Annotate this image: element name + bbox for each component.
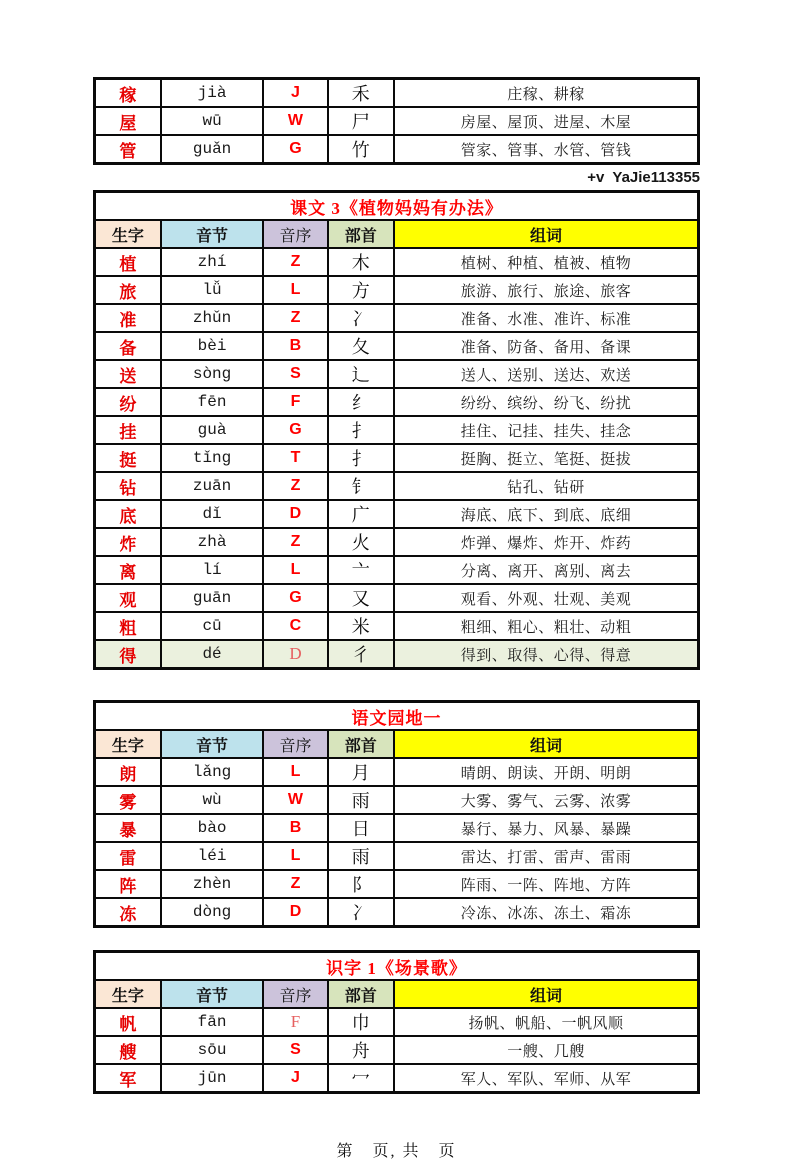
table-title: 语文园地一 [95, 702, 699, 731]
radical: 禾 [328, 79, 394, 108]
vocab-char: 挺 [95, 444, 161, 472]
word-list: 分离、离开、离别、离去 [394, 556, 699, 584]
vocab-char: 阵 [95, 870, 161, 898]
word-list: 观看、外观、壮观、美观 [394, 584, 699, 612]
radical: 扌 [328, 444, 394, 472]
table-title: 课文 3《植物妈妈有办法》 [95, 192, 699, 221]
table-title-row [95, 702, 699, 731]
word-list: 旅游、旅行、旅途、旅客 [394, 276, 699, 304]
pinyin: bèi [161, 332, 263, 360]
table-row [95, 304, 699, 332]
word-list: 雷达、打雷、雷声、雷雨 [394, 842, 699, 870]
pinyin: guà [161, 416, 263, 444]
table-row [95, 388, 699, 416]
radical: 冫 [328, 304, 394, 332]
column-header-bushou: 部首 [328, 980, 394, 1008]
table-row [95, 332, 699, 360]
vocab-char: 植 [95, 248, 161, 276]
pinyin: wù [161, 786, 264, 814]
initial-letter: Z [263, 472, 327, 500]
table-row [95, 416, 699, 444]
radical: 日 [328, 814, 394, 842]
vocab-char: 挂 [95, 416, 161, 444]
table-row [95, 898, 699, 927]
pinyin: dé [161, 640, 263, 669]
word-list: 暴行、暴力、风暴、暴躁 [394, 814, 699, 842]
radical: 舟 [328, 1036, 394, 1064]
column-header-shengzi: 生字 [95, 220, 161, 248]
word-list: 管家、管事、水管、管钱 [394, 135, 699, 164]
radical: 又 [328, 584, 394, 612]
vocab-char: 艘 [95, 1036, 161, 1064]
word-list: 纷纷、缤纷、纷飞、纷扰 [394, 388, 699, 416]
vocab-char: 准 [95, 304, 161, 332]
word-list: 挂住、记挂、挂失、挂念 [394, 416, 699, 444]
initial-letter: S [263, 1036, 327, 1064]
vocab-char: 暴 [95, 814, 161, 842]
table-row [95, 107, 699, 135]
word-list: 粗细、粗心、粗壮、动粗 [394, 612, 699, 640]
initial-letter: S [263, 360, 327, 388]
vocab-char: 军 [95, 1064, 161, 1093]
vocab-char: 备 [95, 332, 161, 360]
word-list: 植树、种植、植被、植物 [394, 248, 699, 276]
initial-letter: F [263, 1008, 327, 1036]
table-row [95, 870, 699, 898]
radical: 冖 [328, 1064, 394, 1093]
radical: 尸 [328, 107, 394, 135]
table-row [95, 842, 699, 870]
vocab-table-lesson3 [93, 190, 700, 670]
table-title: 识字 1《场景歌》 [95, 952, 699, 981]
vocab-char: 雷 [95, 842, 161, 870]
table-row [95, 444, 699, 472]
word-list: 冷冻、冰冻、冻土、霜冻 [394, 898, 699, 927]
word-list: 晴朗、朗读、开朗、明朗 [394, 758, 699, 786]
table-row [95, 135, 699, 164]
column-header-yinxu: 音序 [263, 220, 327, 248]
vocab-char: 送 [95, 360, 161, 388]
table-row [95, 276, 699, 304]
initial-letter: G [263, 584, 327, 612]
table-row [95, 612, 699, 640]
table-row [95, 584, 699, 612]
pinyin: dòng [161, 898, 264, 927]
radical: 钅 [328, 472, 394, 500]
vocab-table-garden1 [93, 700, 700, 928]
page-footer: 第 页, 共 页 [336, 1143, 457, 1160]
initial-letter: T [263, 444, 327, 472]
vocab-char: 朗 [95, 758, 161, 786]
word-list: 得到、取得、心得、得意 [394, 640, 699, 669]
vocab-char: 帆 [95, 1008, 161, 1036]
table-row [95, 556, 699, 584]
column-header-zuci: 组词 [394, 980, 699, 1008]
table-row [95, 79, 699, 108]
column-header-yinjie: 音节 [161, 730, 264, 758]
radical: 方 [328, 276, 394, 304]
radical: 阝 [328, 870, 394, 898]
pinyin: lǚ [161, 276, 263, 304]
initial-letter: Z [263, 248, 327, 276]
radical: 扌 [328, 416, 394, 444]
radical: 冫 [328, 898, 394, 927]
table-title-row [95, 192, 699, 221]
radical: 广 [328, 500, 394, 528]
pinyin: wū [161, 107, 264, 135]
table-row [95, 1008, 699, 1036]
pinyin: zhǔn [161, 304, 263, 332]
vocab-char: 纷 [95, 388, 161, 416]
pinyin: guān [161, 584, 263, 612]
table-row [95, 1064, 699, 1093]
column-header-yinjie: 音节 [161, 980, 264, 1008]
radical: 雨 [328, 842, 394, 870]
table-row [95, 360, 699, 388]
word-list: 阵雨、一阵、阵地、方阵 [394, 870, 699, 898]
watermark-text: +v YaJie113355 [587, 169, 700, 186]
radical: 月 [328, 758, 394, 786]
initial-letter: D [263, 898, 327, 927]
vocab-char: 旅 [95, 276, 161, 304]
initial-letter: D [263, 640, 327, 669]
watermark-line [93, 168, 700, 188]
vocab-char: 观 [95, 584, 161, 612]
pinyin: bào [161, 814, 264, 842]
initial-letter: Z [263, 304, 327, 332]
column-header-row [95, 730, 699, 758]
table-row [95, 472, 699, 500]
initial-letter: B [263, 332, 327, 360]
radical: 夂 [328, 332, 394, 360]
word-list: 钻孔、钻研 [394, 472, 699, 500]
table-row [95, 248, 699, 276]
vocab-char: 稼 [95, 79, 161, 108]
radical: 雨 [328, 786, 394, 814]
word-list: 挺胸、挺立、笔挺、挺拔 [394, 444, 699, 472]
pinyin: zuān [161, 472, 263, 500]
initial-letter: C [263, 612, 327, 640]
radical: 辶 [328, 360, 394, 388]
table-row [95, 500, 699, 528]
radical: 米 [328, 612, 394, 640]
pinyin: sòng [161, 360, 263, 388]
pinyin: tǐng [161, 444, 263, 472]
initial-letter: Z [263, 528, 327, 556]
column-header-row [95, 980, 699, 1008]
initial-letter: L [263, 556, 327, 584]
table-row [95, 814, 699, 842]
word-list: 大雾、雾气、云雾、浓雾 [394, 786, 699, 814]
radical: 火 [328, 528, 394, 556]
radical: 彳 [328, 640, 394, 669]
column-header-shengzi: 生字 [95, 730, 161, 758]
column-header-bushou: 部首 [328, 730, 394, 758]
pinyin: fēn [161, 388, 263, 416]
pinyin: jià [161, 79, 264, 108]
column-header-yinxu: 音序 [263, 730, 327, 758]
pinyin: zhèn [161, 870, 264, 898]
pinyin: cū [161, 612, 263, 640]
radical: 亠 [328, 556, 394, 584]
initial-letter: F [263, 388, 327, 416]
table-row [95, 1036, 699, 1064]
vocab-table-shizi1 [93, 950, 700, 1094]
initial-letter: L [263, 758, 327, 786]
word-list: 军人、军队、军师、从军 [394, 1064, 699, 1093]
radical: 木 [328, 248, 394, 276]
radical: 纟 [328, 388, 394, 416]
initial-letter: L [263, 276, 327, 304]
table-row [95, 528, 699, 556]
pinyin: dǐ [161, 500, 263, 528]
initial-letter: L [263, 842, 327, 870]
worksheet-page [93, 0, 700, 1161]
pinyin: guǎn [161, 135, 264, 164]
word-list: 海底、底下、到底、底细 [394, 500, 699, 528]
initial-letter: G [263, 416, 327, 444]
word-list: 送人、送别、送达、欢送 [394, 360, 699, 388]
initial-letter: D [263, 500, 327, 528]
pinyin: jūn [161, 1064, 264, 1093]
pinyin: zhí [161, 248, 263, 276]
table-title-row [95, 952, 699, 981]
vocab-char: 管 [95, 135, 161, 164]
column-header-shengzi: 生字 [95, 980, 161, 1008]
pinyin: léi [161, 842, 264, 870]
vocab-char: 屋 [95, 107, 161, 135]
vocab-char: 炸 [95, 528, 161, 556]
vocab-char: 离 [95, 556, 161, 584]
tables-host [93, 77, 700, 1094]
word-list: 炸弹、爆炸、炸开、炸药 [394, 528, 699, 556]
table-row [95, 758, 699, 786]
radical: 竹 [328, 135, 394, 164]
vocab-char: 钻 [95, 472, 161, 500]
vocab-char: 雾 [95, 786, 161, 814]
column-header-yinjie: 音节 [161, 220, 263, 248]
initial-letter: J [263, 79, 327, 108]
vocab-char: 冻 [95, 898, 161, 927]
initial-letter: J [263, 1064, 327, 1093]
pinyin: lǎng [161, 758, 264, 786]
table-row [95, 640, 699, 669]
word-list: 房屋、屋顶、进屋、木屋 [394, 107, 699, 135]
word-list: 一艘、几艘 [394, 1036, 699, 1064]
column-header-yinxu: 音序 [263, 980, 327, 1008]
word-list: 准备、水准、准许、标准 [394, 304, 699, 332]
vocab-char: 粗 [95, 612, 161, 640]
pinyin: zhà [161, 528, 263, 556]
initial-letter: W [263, 786, 327, 814]
pinyin: sōu [161, 1036, 264, 1064]
table-row [95, 786, 699, 814]
column-header-zuci: 组词 [394, 220, 699, 248]
vocab-char: 底 [95, 500, 161, 528]
column-header-bushou: 部首 [328, 220, 394, 248]
vocab-char: 得 [95, 640, 161, 669]
pinyin: lí [161, 556, 263, 584]
column-header-zuci: 组词 [394, 730, 699, 758]
radical: 巾 [328, 1008, 394, 1036]
word-list: 庄稼、耕稼 [394, 79, 699, 108]
pinyin: fān [161, 1008, 264, 1036]
word-list: 准备、防备、备用、备课 [394, 332, 699, 360]
initial-letter: Z [263, 870, 327, 898]
word-list: 扬帆、帆船、一帆风顺 [394, 1008, 699, 1036]
initial-letter: B [263, 814, 327, 842]
initial-letter: G [263, 135, 327, 164]
initial-letter: W [263, 107, 327, 135]
column-header-row [95, 220, 699, 248]
vocab-table-top-partial [93, 77, 700, 165]
